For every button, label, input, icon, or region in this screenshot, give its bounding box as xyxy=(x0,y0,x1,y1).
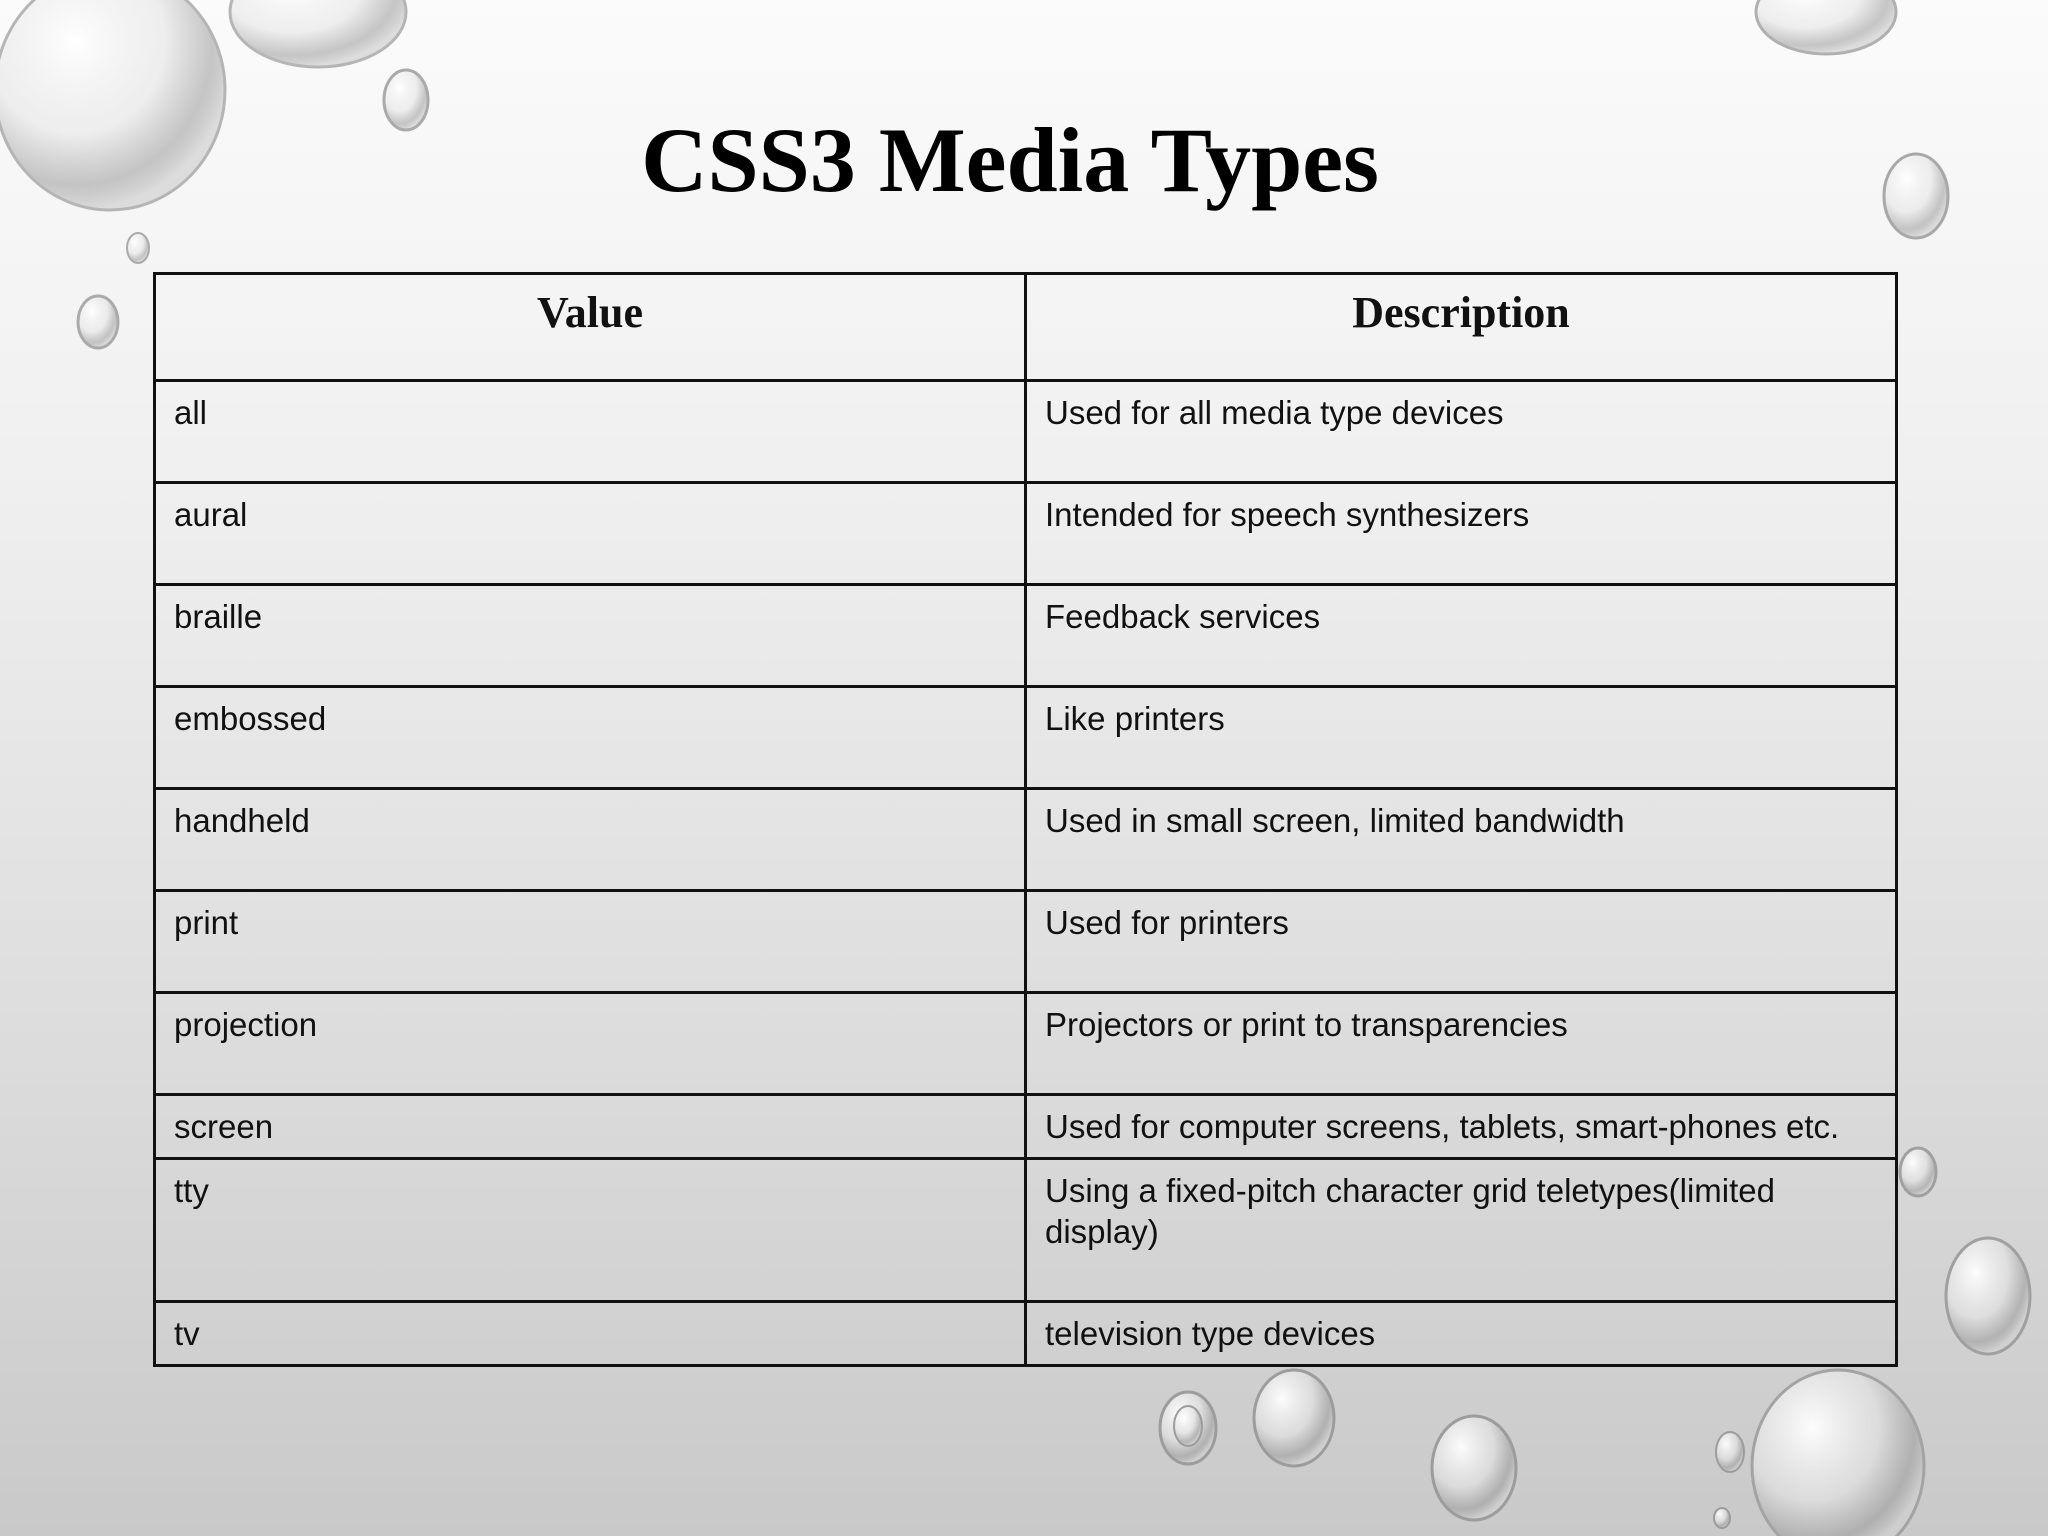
table-row xyxy=(155,993,1897,1095)
value-cell: screen xyxy=(155,1095,1026,1159)
table-row xyxy=(155,1095,1897,1159)
water-drop xyxy=(1752,1370,1924,1536)
water-drop xyxy=(1160,1392,1216,1464)
water-drop xyxy=(1900,1148,1936,1196)
column-header-value: Value xyxy=(155,274,1026,381)
water-drop xyxy=(1756,0,1896,54)
table-row xyxy=(155,381,1897,483)
water-drop xyxy=(78,296,118,348)
value-cell: tty xyxy=(155,1159,1026,1302)
water-drop xyxy=(127,233,149,263)
value-cell: braille xyxy=(155,585,1026,687)
description-cell: Used in small screen, limited bandwidth xyxy=(1026,789,1897,891)
description-cell: Used for all media type devices xyxy=(1026,381,1897,483)
water-drop xyxy=(1254,1370,1334,1466)
description-cell: Used for printers xyxy=(1026,891,1897,993)
description-cell: Like printers xyxy=(1026,687,1897,789)
water-drop xyxy=(230,0,406,67)
value-cell: aural xyxy=(155,483,1026,585)
water-drop xyxy=(1946,1238,2030,1354)
table-row xyxy=(155,891,1897,993)
table-row xyxy=(155,1302,1897,1366)
description-cell: television type devices xyxy=(1026,1302,1897,1366)
table-header-row xyxy=(155,274,1897,381)
table-row xyxy=(155,483,1897,585)
value-cell: embossed xyxy=(155,687,1026,789)
table-row xyxy=(155,789,1897,891)
value-cell: all xyxy=(155,381,1026,483)
description-cell: Using a fixed-pitch character grid teletypes(limited display) xyxy=(1026,1159,1897,1302)
description-cell: Used for computer screens, tablets, smart-phones etc. xyxy=(1026,1095,1897,1159)
column-header-description: Description xyxy=(1026,274,1897,381)
table-row xyxy=(155,1159,1897,1302)
media-types-table xyxy=(153,272,1898,1367)
table-row xyxy=(155,687,1897,789)
description-cell: Projectors or print to transparencies xyxy=(1026,993,1897,1095)
description-cell: Intended for speech synthesizers xyxy=(1026,483,1897,585)
value-cell: projection xyxy=(155,993,1026,1095)
water-drop xyxy=(1432,1416,1516,1520)
value-cell: print xyxy=(155,891,1026,993)
water-drop xyxy=(1716,1432,1744,1472)
table-row xyxy=(155,585,1897,687)
water-drop xyxy=(1714,1508,1730,1528)
description-cell: Feedback services xyxy=(1026,585,1897,687)
value-cell: tv xyxy=(155,1302,1026,1366)
water-drop xyxy=(1174,1406,1202,1446)
slide-title: CSS3 Media Types xyxy=(641,109,1379,211)
value-cell: handheld xyxy=(155,789,1026,891)
